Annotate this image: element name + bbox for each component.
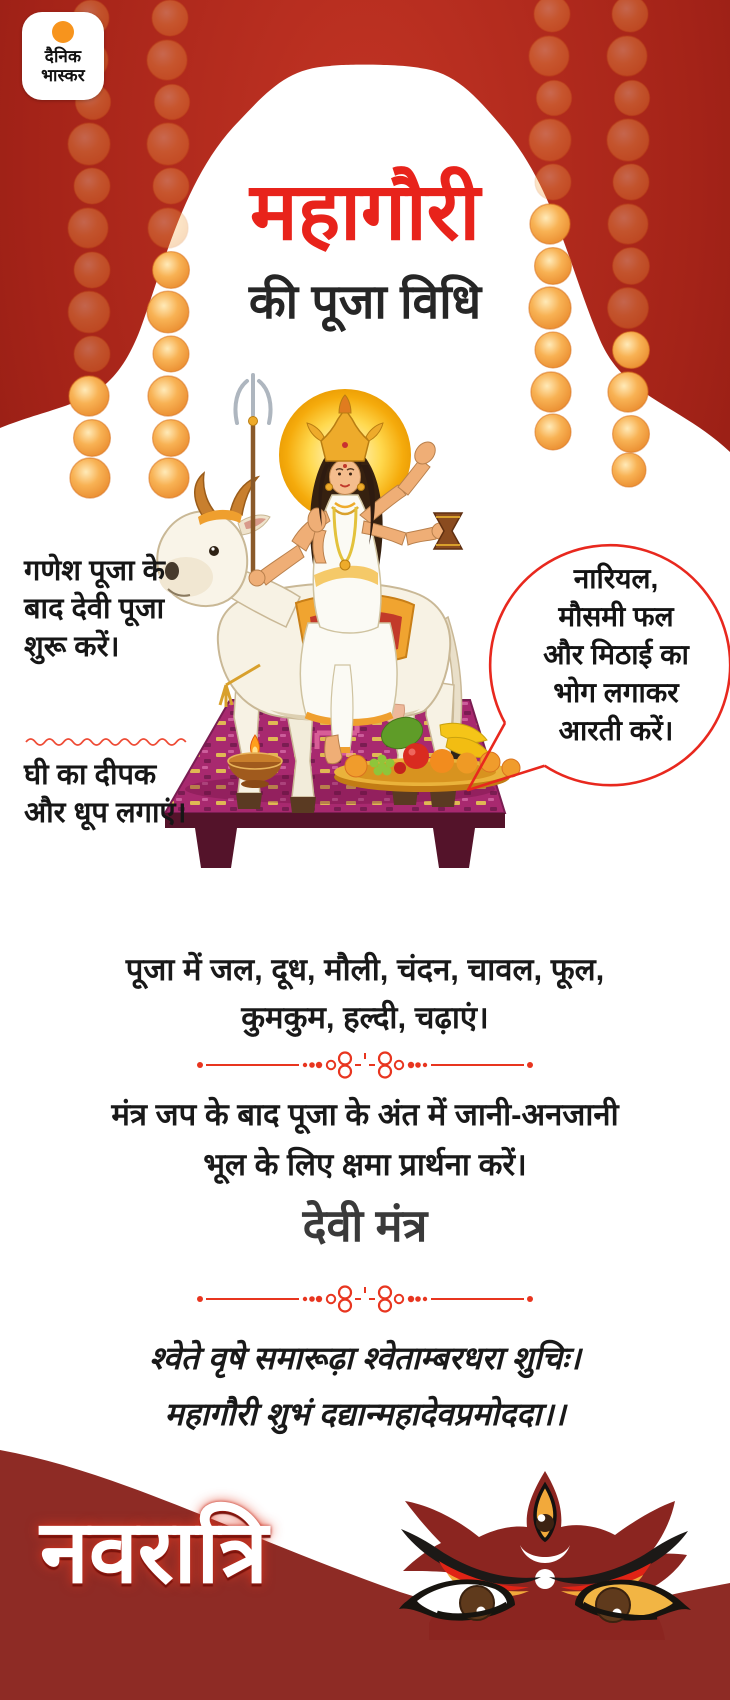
bull-eye xyxy=(209,546,219,556)
logo-sun-icon xyxy=(52,21,74,43)
marigold-flower xyxy=(345,755,367,777)
festival-title: नवरात्रि xyxy=(40,1502,268,1601)
kshama-paragraph: मंत्र जप के बाद पूजा के अंत में जानी-अनजानी भूल के लिए क्षमा प्रार्थना करें। xyxy=(111,1097,619,1182)
page-subtitle: की पूजा विधि xyxy=(248,276,482,329)
bindu-dot xyxy=(535,1569,555,1589)
step-note-bhog-aarti: नारियल, मौसमी फल और मिठाई का भोग लगाकर आरती करें। xyxy=(543,563,689,746)
step-note-diya-dhoop: घी का दीपक और धूप लगाएं। xyxy=(24,759,187,829)
cherry xyxy=(394,762,406,774)
apple xyxy=(403,743,429,769)
page-title: महागौरी xyxy=(249,167,481,256)
step-note-ganesh-puja: गणेश पूजा के बाद देवी पूजा शुरू करें। xyxy=(24,555,165,663)
dainik-bhaskar-logo xyxy=(22,12,104,100)
mantra-heading: देवी मंत्र xyxy=(302,1200,428,1251)
ornamental-divider xyxy=(195,1048,535,1082)
devi-mantra-text: श्वेते वृषे समारूढ़ा श्वेताम्बरधरा शुचिः। महागौरी शुभं दद्यान्महादेवप्रमोददा।। xyxy=(149,1340,581,1432)
offerings-paragraph: पूजा में जल, दूध, मौली, चंदन, चावल, फूल, कुमकुम, हल्दी, चढ़ाएं। xyxy=(125,952,605,1035)
raised-palm xyxy=(411,438,440,468)
bull-horn-left xyxy=(195,473,214,515)
durga-eyes-artwork xyxy=(395,1465,695,1640)
ornamental-divider xyxy=(195,1282,535,1316)
logo-text: दैनिक भास्कर xyxy=(41,47,85,85)
blessing-hand xyxy=(308,508,326,532)
trident-hand xyxy=(249,570,265,586)
wavy-divider xyxy=(24,736,190,748)
